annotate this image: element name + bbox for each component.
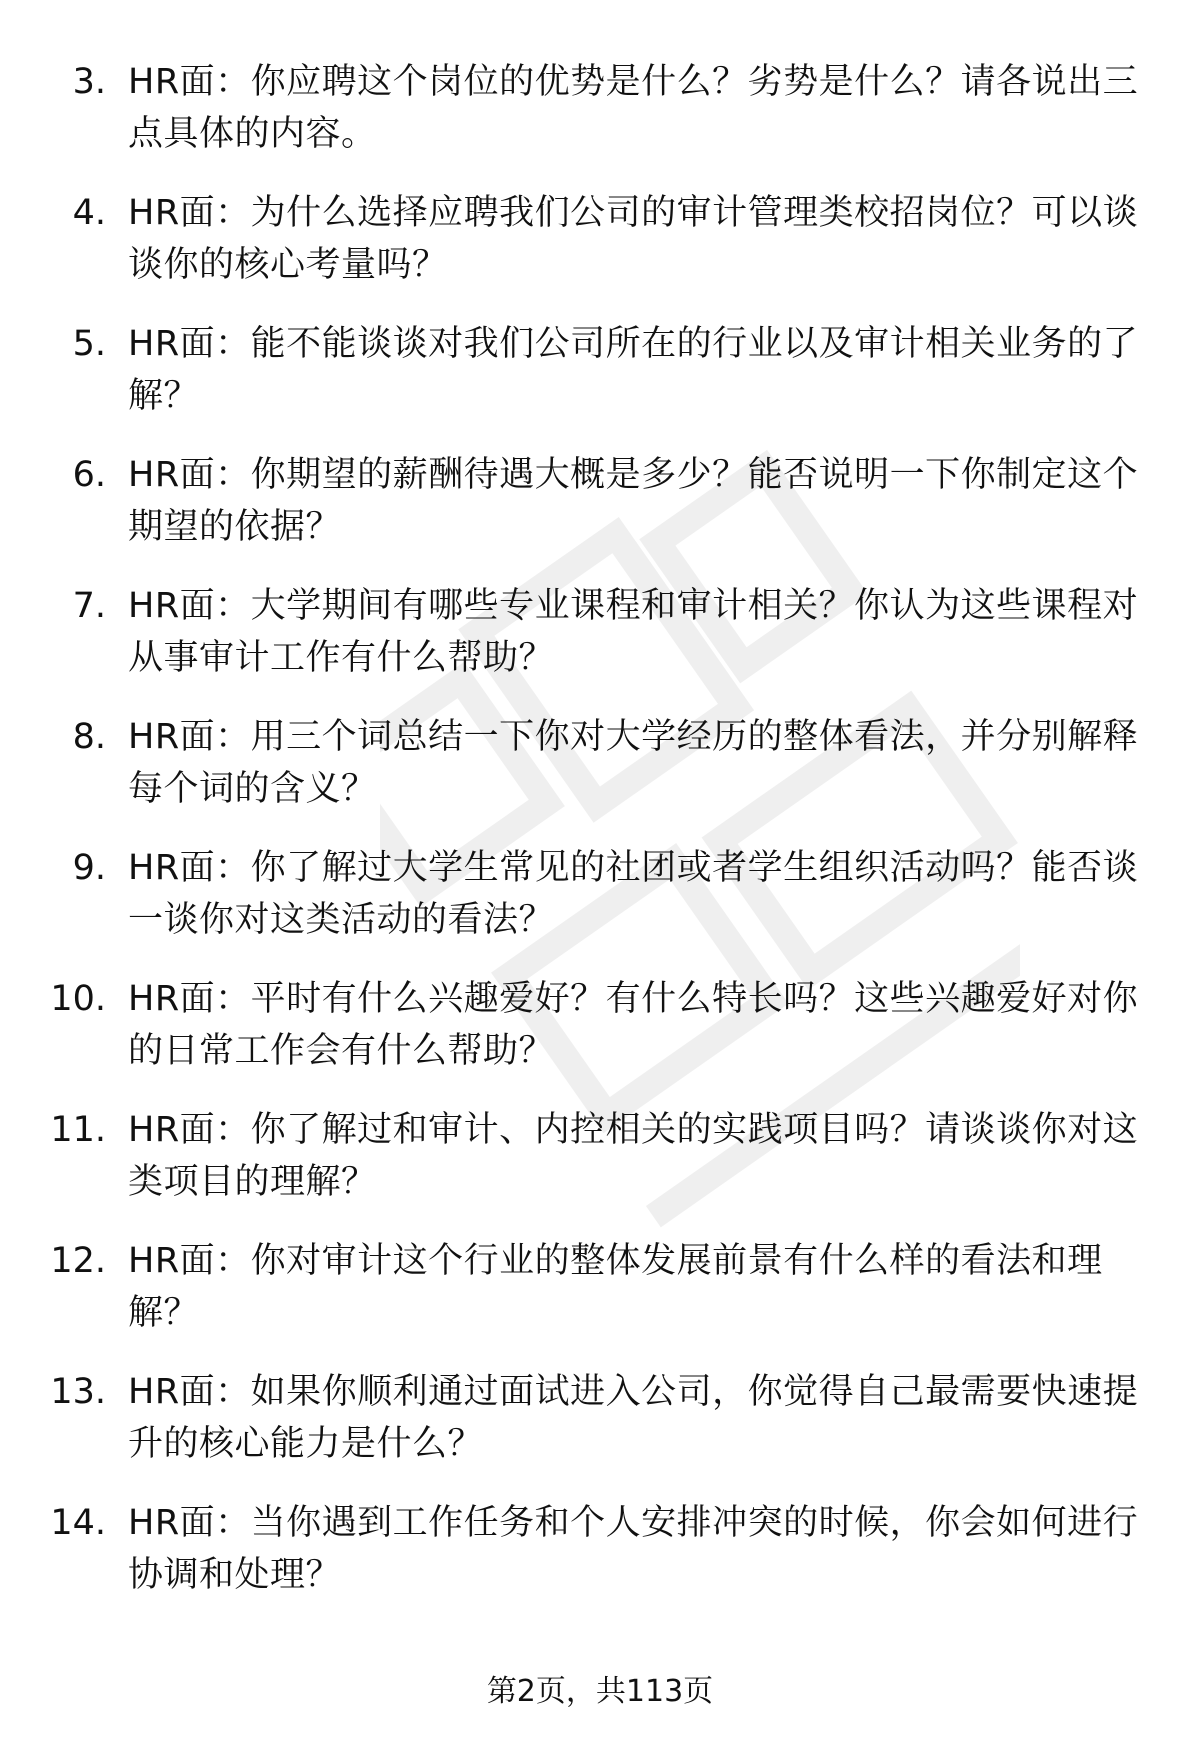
question-item [48,56,1158,187]
question-number: 12. [50,1241,106,1281]
question-text: HR面：能不能谈谈对我们公司所在的行业以及审计相关业务的了解？ [128,324,1139,416]
question-number: 11. [50,1110,106,1150]
question-list [48,56,1158,1628]
question-text: HR面：你应聘这个岗位的优势是什么？劣势是什么？请各说出三点具体的内容。 [128,62,1139,154]
question-text: HR面：当你遇到工作任务和个人安排冲突的时候，你会如何进行协调和处理？ [128,1503,1139,1595]
question-number: 8. [72,717,106,757]
question-item [48,318,1158,449]
question-text: HR面：用三个词总结一下你对大学经历的整体看法，并分别解释每个词的含义？ [128,717,1139,809]
question-item [48,1235,1158,1366]
question-number: 10. [50,979,106,1019]
question-text: HR面：大学期间有哪些专业课程和审计相关？你认为这些课程对从事审计工作有什么帮助？ [128,586,1139,678]
question-number: 13. [50,1372,106,1412]
question-text: HR面：你了解过大学生常见的社团或者学生组织活动吗？能否谈一谈你对这类活动的看法？ [128,848,1139,940]
question-item [48,1104,1158,1235]
question-item [48,187,1158,318]
question-number: 3. [72,62,106,102]
question-item [48,580,1158,711]
question-number: 5. [72,324,106,364]
question-item [48,973,1158,1104]
question-number: 6. [72,455,106,495]
question-item [48,842,1158,973]
question-item [48,449,1158,580]
question-text: HR面：如果你顺利通过面试进入公司，你觉得自己最需要快速提升的核心能力是什么？ [128,1372,1139,1464]
question-item [48,711,1158,842]
page-footer: 第2页，共113页 [486,1674,714,1709]
question-item [48,1366,1158,1497]
question-text: HR面：你对审计这个行业的整体发展前景有什么样的看法和理解？ [128,1241,1103,1333]
question-item [48,1497,1158,1628]
question-number: 14. [50,1503,106,1543]
question-number: 7. [72,586,106,626]
question-number: 9. [72,848,106,888]
question-text: HR面：为什么选择应聘我们公司的审计管理类校招岗位？可以谈谈你的核心考量吗？ [128,193,1139,285]
question-text: HR面：你期望的薪酬待遇大概是多少？能否说明一下你制定这个期望的依据？ [128,455,1139,547]
question-number: 4. [72,193,106,233]
question-text: HR面：你了解过和审计、内控相关的实践项目吗？请谈谈你对这类项目的理解？ [128,1110,1139,1202]
question-text: HR面：平时有什么兴趣爱好？有什么特长吗？这些兴趣爱好对你的日常工作会有什么帮助？ [128,979,1139,1071]
